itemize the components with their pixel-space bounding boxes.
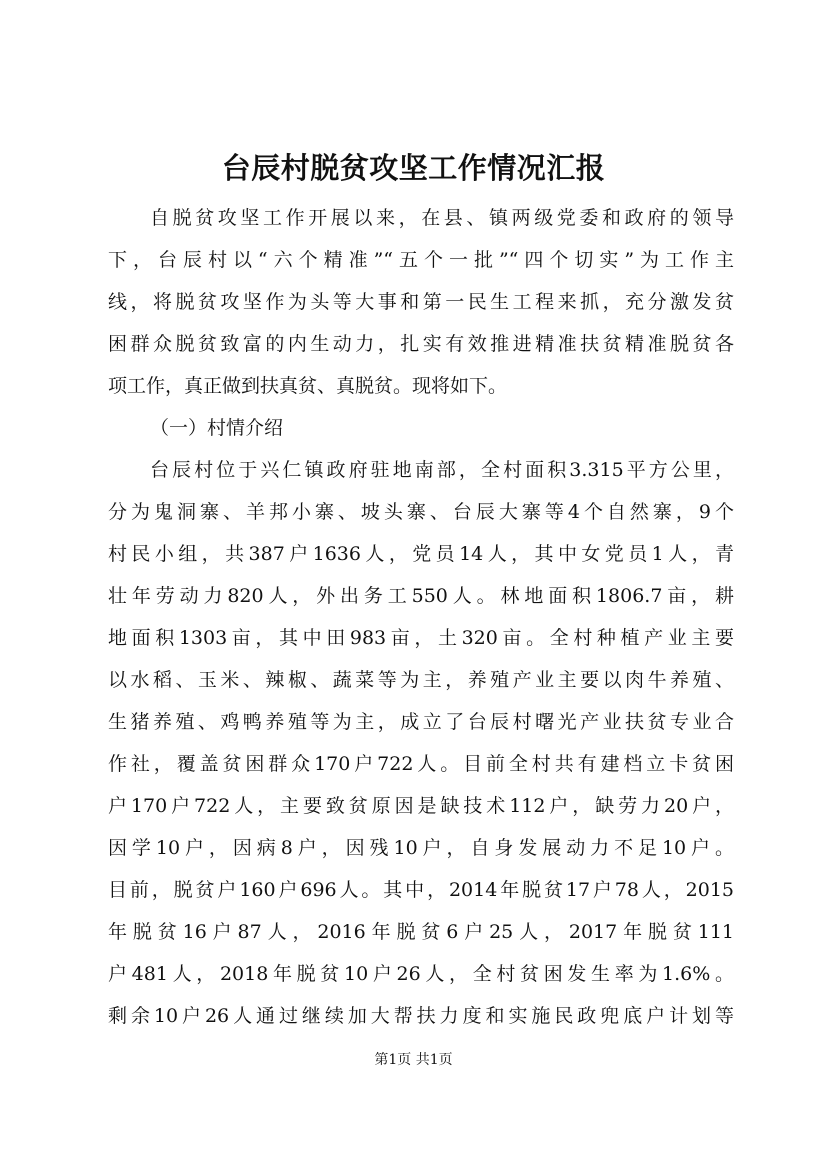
- paragraph-line: 因学10户，因病8户，因残10户，自身发展动力不足10户。: [108, 837, 734, 859]
- paragraph-line: 下，台辰村以“六个精准”“五个一批”“四个切实”为工作主: [108, 249, 734, 271]
- paragraph-line: 壮年劳动力820人，外出务工550人。林地面积1806.7亩，耕: [108, 585, 734, 607]
- paragraph-line: 台辰村位于兴仁镇政府驻地南部，全村面积3.315平方公里，: [150, 459, 734, 481]
- section-heading: （一）村情介绍: [150, 417, 284, 439]
- paragraph-line: 户170户722人，主要致贫原因是缺技术112户，缺劳力20户，: [108, 795, 734, 817]
- paragraph-line: 分为鬼洞寨、羊邦小寨、坡头寨、台辰大寨等4个自然寨，9个: [108, 501, 734, 523]
- paragraph-line: 作社，覆盖贫困群众170户722人。目前全村共有建档立卡贫困: [108, 753, 734, 775]
- paragraph-line: 村民小组，共387户1636人，党员14人，其中女党员1人，青: [108, 543, 734, 565]
- paragraph-line: 户481人，2018年脱贫10户26人，全村贫困发生率为1.6%。: [108, 963, 734, 985]
- paragraph-line: 线，将脱贫攻坚作为头等大事和第一民生工程来抓，充分激发贫: [108, 291, 734, 313]
- paragraph-line: 地面积1303亩，其中田983亩，土320亩。全村种植产业主要: [108, 627, 734, 649]
- paragraph-line: 项工作，真正做到扶真贫、真脱贫。现将如下。: [108, 375, 508, 397]
- document-body: [108, 197, 734, 1037]
- paragraph-line: 生猪养殖、鸡鸭养殖等为主，成立了台辰村曙光产业扶贫专业合: [108, 711, 734, 733]
- document-title: 台辰村脱贫攻坚工作情况汇报: [221, 151, 606, 185]
- paragraph-line: 剩余10户26人通过继续加大帮扶力度和实施民政兜底户计划等: [108, 1005, 734, 1027]
- paragraph-line: 自脱贫攻坚工作开展以来，在县、镇两级党委和政府的领导: [150, 207, 734, 229]
- paragraph-line: 困群众脱贫致富的内生动力，扎实有效推进精准扶贫精准脱贫各: [108, 333, 734, 355]
- paragraph-line: 以水稻、玉米、辣椒、蔬菜等为主，养殖产业主要以肉牛养殖、: [108, 669, 734, 691]
- paragraph-line: 年脱贫16户87人，2016年脱贫6户25人，2017年脱贫111: [108, 921, 734, 943]
- page-footer: 第1页 共1页: [374, 1052, 453, 1068]
- paragraph-line: 目前，脱贫户160户696人。其中，2014年脱贫17户78人，2015: [108, 879, 734, 901]
